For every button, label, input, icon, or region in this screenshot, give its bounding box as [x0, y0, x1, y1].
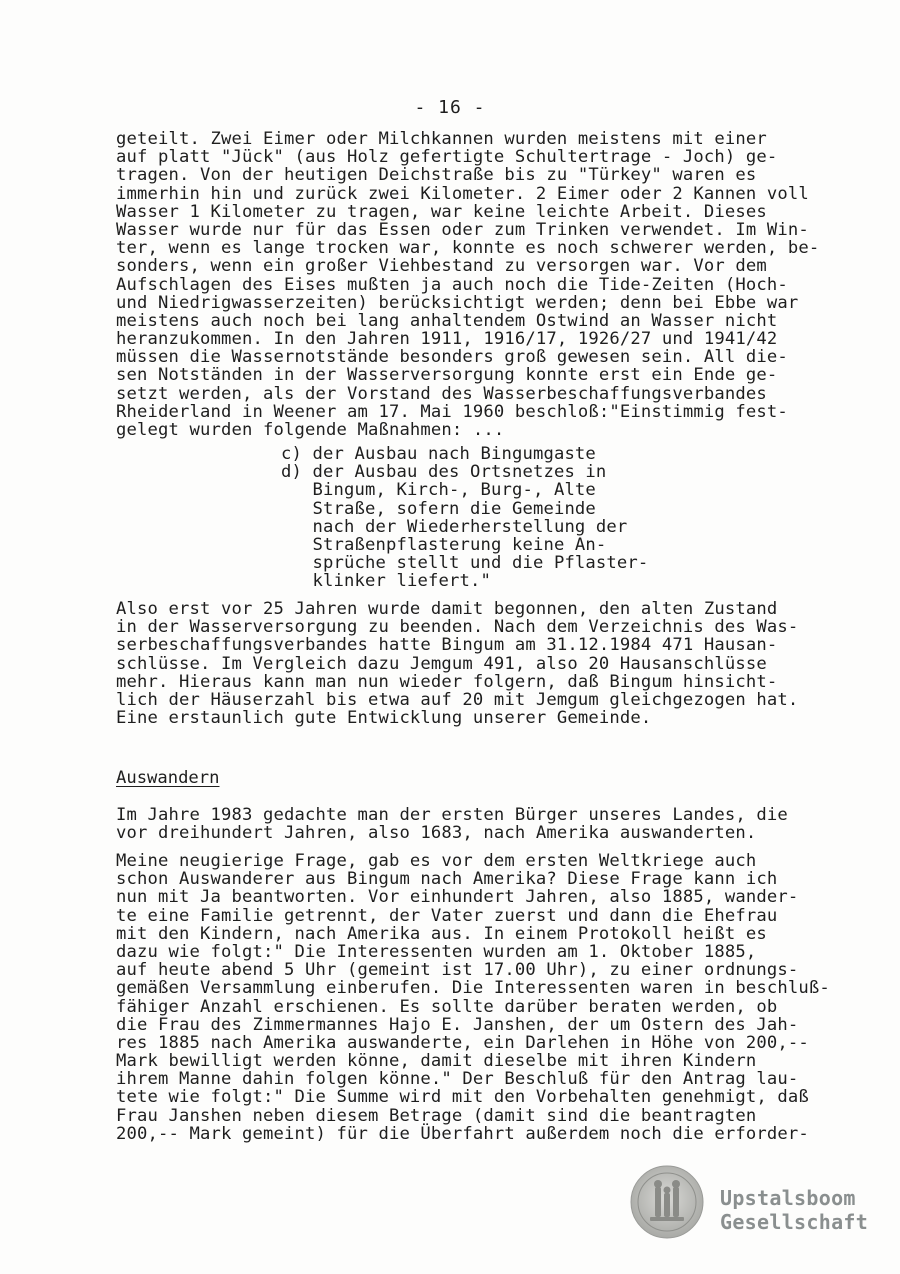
text-line: res 1885 nach Amerika auswanderte, ein Darlehen in Höhe von 200,-- — [116, 1032, 809, 1053]
list-item: Straßenpflasterung keine An- — [281, 534, 607, 555]
text-line: Im Jahre 1983 gedachte man der ersten Bürger unseres Landes, die — [116, 805, 788, 825]
text-line: Aufschlagen des Eises mußten ja auch noch die Tide-Zeiten (Hoch- — [116, 274, 788, 295]
section-heading: Auswandern — [116, 768, 220, 788]
text-line: tete wie folgt:" Die Summe wird mit den Vorbehalten genehmigt, daß — [116, 1087, 809, 1108]
measures-list — [281, 445, 701, 591]
text-line: Also erst vor 25 Jahren wurde damit begonnen, den alten Zustand — [116, 599, 778, 619]
text-line: heranzukommen. In den Jahren 1911, 1916/17, 1926/27 und 1941/42 — [116, 329, 778, 350]
text-line: mehr. Hieraus kann man nun wieder folgern, daß Bingum hinsicht- — [116, 671, 778, 692]
list-item: Straße, sofern die Gemeinde — [281, 498, 596, 519]
page-number: - 16 - — [414, 97, 486, 118]
text-line: in der Wasserversorgung zu beenden. Nach dem Verzeichnis des Was- — [116, 617, 799, 638]
text-line: müssen die Wassernotstände besonders groß gewesen sein. All die- — [116, 347, 788, 368]
text-line: Wasser wurde nur für das Essen oder zum Trinken verwendet. Im Win- — [116, 219, 809, 240]
paragraph-water-supply — [116, 130, 876, 439]
logo-line: Upstalsboom — [720, 1186, 856, 1210]
paragraph-connections — [116, 600, 876, 727]
text-line: vor dreihundert Jahren, also 1683, nach Amerika auswanderten. — [116, 823, 757, 844]
list-item: sprüche stellt und die Pflaster- — [281, 553, 649, 574]
text-line: geteilt. Zwei Eimer oder Milchkannen wurden meistens mit einer — [116, 129, 767, 149]
paragraph-emigration — [116, 852, 876, 1143]
text-line: Meine neugierige Frage, gab es vor dem ersten Weltkriege auch — [116, 851, 757, 871]
text-line: nun mit Ja beantworten. Vor einhundert Jahren, also 1885, wander- — [116, 887, 799, 908]
text-line: sen Notständen in der Wasserversorgung konnte erst ein Ende ge- — [116, 365, 778, 386]
text-line: ter, wenn es lange trocken war, konnte es noch schwerer werden, be- — [116, 238, 820, 259]
text-line: mit den Kindern, nach Amerika aus. In einem Protokoll heißt es — [116, 923, 767, 944]
text-line: setzt werden, als der Vorstand des Wasserbeschaffungsverbandes — [116, 383, 767, 404]
text-line: schon Auswanderer aus Bingum nach Amerika? Diese Frage kann ich — [116, 869, 778, 890]
text-line: auf heute abend 5 Uhr (gemeint ist 17.00 Uhr), zu einer ordnungs- — [116, 960, 799, 981]
text-line: lich der Häuserzahl bis etwa auf 20 mit Jemgum gleichgezogen hat. — [116, 689, 799, 710]
text-line: ihrem Manne dahin folgen könne." Der Beschluß für den Antrag lau- — [116, 1069, 799, 1090]
list-item: Bingum, Kirch-, Burg-, Alte — [281, 480, 596, 501]
text-line: und Niedrigwasserzeiten) berücksichtigt werden; denn bei Ebbe war — [116, 292, 799, 313]
text-line: fähiger Anzahl erschienen. Es sollte darüber beraten werden, ob — [116, 996, 778, 1017]
text-line: dazu wie folgt:" Die Interessenten wurden am 1. Oktober 1885, — [116, 941, 757, 962]
logo-line: Gesellschaft — [720, 1210, 869, 1234]
text-line: schlüsse. Im Vergleich dazu Jemgum 491, also 20 Hausanschlüsse — [116, 653, 767, 674]
text-line: immerhin hin und zurück zwei Kilometer. 2 Eimer oder 2 Kannen voll — [116, 183, 809, 204]
text-line: sonders, wenn ein großer Viehbestand zu versorgen war. Vor dem — [116, 256, 767, 277]
paragraph-emigration-intro — [116, 806, 876, 842]
text-line: Frau Janshen neben diesem Betrage (damit sind die beantragten — [116, 1105, 757, 1126]
text-line: 200,-- Mark gemeint) für die Überfahrt außerdem noch die erforder- — [116, 1123, 809, 1144]
text-line: te eine Familie getrennt, der Vater zuerst und dann die Ehefrau — [116, 905, 778, 926]
text-line: Wasser 1 Kilometer zu tragen, war keine leichte Arbeit. Dieses — [116, 201, 767, 222]
text-line: serbeschaffungsverbandes hatte Bingum am 31.12.1984 471 Hausan- — [116, 635, 778, 656]
list-item: nach der Wiederherstellung der — [281, 516, 628, 537]
list-item: d) der Ausbau des Ortsnetzes in — [281, 462, 607, 483]
text-line: die Frau des Zimmermannes Hajo E. Janshen, der um Ostern des Jah- — [116, 1014, 799, 1035]
text-line: auf platt "Jück" (aus Holz gefertigte Schultertrage - Joch) ge- — [116, 147, 778, 168]
text-line: gemäßen Versammlung einberufen. Die Interessenten waren in beschluß- — [116, 978, 830, 999]
text-line: Eine erstaunlich gute Entwicklung unserer Gemeinde. — [116, 708, 652, 729]
list-item: klinker liefert." — [281, 571, 491, 592]
text-line: Rheiderland in Weener am 17. Mai 1960 beschloß:"Einstimmig fest- — [116, 401, 788, 422]
society-seal-icon — [630, 1165, 704, 1239]
list-item: c) der Ausbau nach Bingumgaste — [281, 444, 596, 464]
text-line: meistens auch noch bei lang anhaltendem Ostwind an Wasser nicht — [116, 310, 778, 331]
society-logo-text — [720, 1186, 868, 1234]
text-line: tragen. Von der heutigen Deichstraße bis zu "Türkey" waren es — [116, 165, 757, 186]
text-line: gelegt wurden folgende Maßnahmen: ... — [116, 420, 505, 440]
text-line: Mark bewilligt werden könne, damit dieselbe mit ihren Kindern — [116, 1051, 757, 1072]
